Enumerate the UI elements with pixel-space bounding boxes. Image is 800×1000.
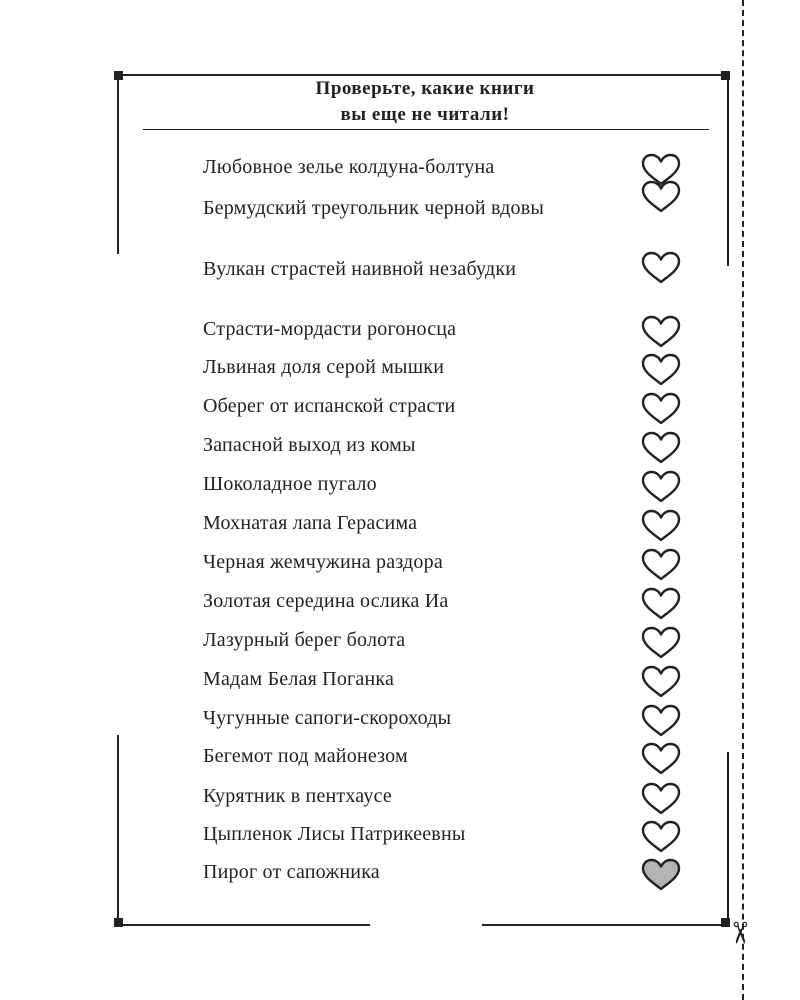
heart-icon[interactable] [640, 820, 682, 854]
title-divider [143, 129, 709, 130]
heart-icon[interactable] [640, 251, 682, 285]
book-item [203, 786, 683, 826]
book-title: Бегемот под майонезом [203, 745, 408, 767]
book-item [203, 824, 683, 864]
frame-bottom-border-left [118, 924, 370, 926]
frame-corner-bottom-left [114, 918, 123, 927]
heart-icon[interactable] [640, 548, 682, 582]
book-title: Вулкан страстей наивной незабудки [203, 258, 517, 280]
book-item [203, 474, 683, 514]
heart-icon[interactable] [640, 392, 682, 426]
heart-icon[interactable] [640, 587, 682, 621]
book-title: Чугунные сапоги-скороходы [203, 707, 452, 729]
book-title: Страсти-мордасти рогоносца [203, 318, 457, 340]
heart-icon[interactable] [640, 665, 682, 699]
heart-icon[interactable] [640, 509, 682, 543]
heart-icon[interactable] [640, 626, 682, 660]
book-item [203, 259, 683, 299]
book-item [203, 198, 683, 238]
book-title: Пирог от сапожника [203, 861, 380, 883]
heart-icon[interactable] [640, 742, 682, 776]
book-title: Бермудский треугольник черной вдовы [203, 197, 545, 219]
heart-icon[interactable] [640, 431, 682, 465]
heart-icon[interactable] [640, 180, 682, 214]
page-title-line-1: Проверьте, какие книги [315, 78, 535, 99]
heart-icon[interactable] [640, 470, 682, 504]
book-item [203, 669, 683, 709]
book-item [203, 552, 683, 592]
book-title: Курятник в пентхаусе [203, 785, 392, 807]
book-item [203, 319, 683, 359]
book-title: Любовное зелье колдуна-болтуна [203, 156, 495, 178]
heart-filled-icon[interactable] [640, 858, 682, 892]
book-item [203, 862, 683, 902]
book-item [203, 708, 683, 748]
page-title-line-2: вы еще не читали! [340, 104, 510, 125]
heart-icon[interactable] [640, 315, 682, 349]
frame-right-border-bottom [727, 752, 729, 925]
frame-left-border-top [117, 74, 119, 254]
book-title: Черная жемчужина раздора [203, 551, 443, 573]
heart-icon[interactable] [640, 782, 682, 816]
heart-icon[interactable] [640, 353, 682, 387]
frame-bottom-border-right [482, 924, 728, 926]
book-item [203, 746, 683, 786]
book-title: Лазурный берег болота [203, 629, 406, 651]
book-title: Мохнатая лапа Герасима [203, 512, 418, 534]
frame-right-border-top [727, 74, 729, 266]
book-item [203, 396, 683, 436]
book-item [203, 435, 683, 475]
book-item [203, 513, 683, 553]
scissors-icon: ✂ [721, 920, 757, 946]
heart-icon[interactable] [640, 704, 682, 738]
book-title: Цыпленок Лисы Патрикеевны [203, 823, 466, 845]
book-title: Оберег от испанской страсти [203, 395, 456, 417]
book-title: Запасной выход из комы [203, 434, 416, 456]
book-item [203, 357, 683, 397]
book-title: Шоколадное пугало [203, 473, 377, 495]
book-title: Мадам Белая Поганка [203, 668, 395, 690]
book-item [203, 157, 683, 197]
cut-line [742, 0, 744, 1000]
book-item [203, 630, 683, 670]
book-title: Львиная доля серой мышки [203, 356, 445, 378]
frame-left-border-bottom [117, 735, 119, 925]
book-item [203, 591, 683, 631]
frame-corner-top-left [114, 71, 123, 80]
book-title: Золотая середина ослика Иа [203, 590, 449, 612]
page-title [140, 76, 710, 128]
frame-corner-top-right [721, 71, 730, 80]
